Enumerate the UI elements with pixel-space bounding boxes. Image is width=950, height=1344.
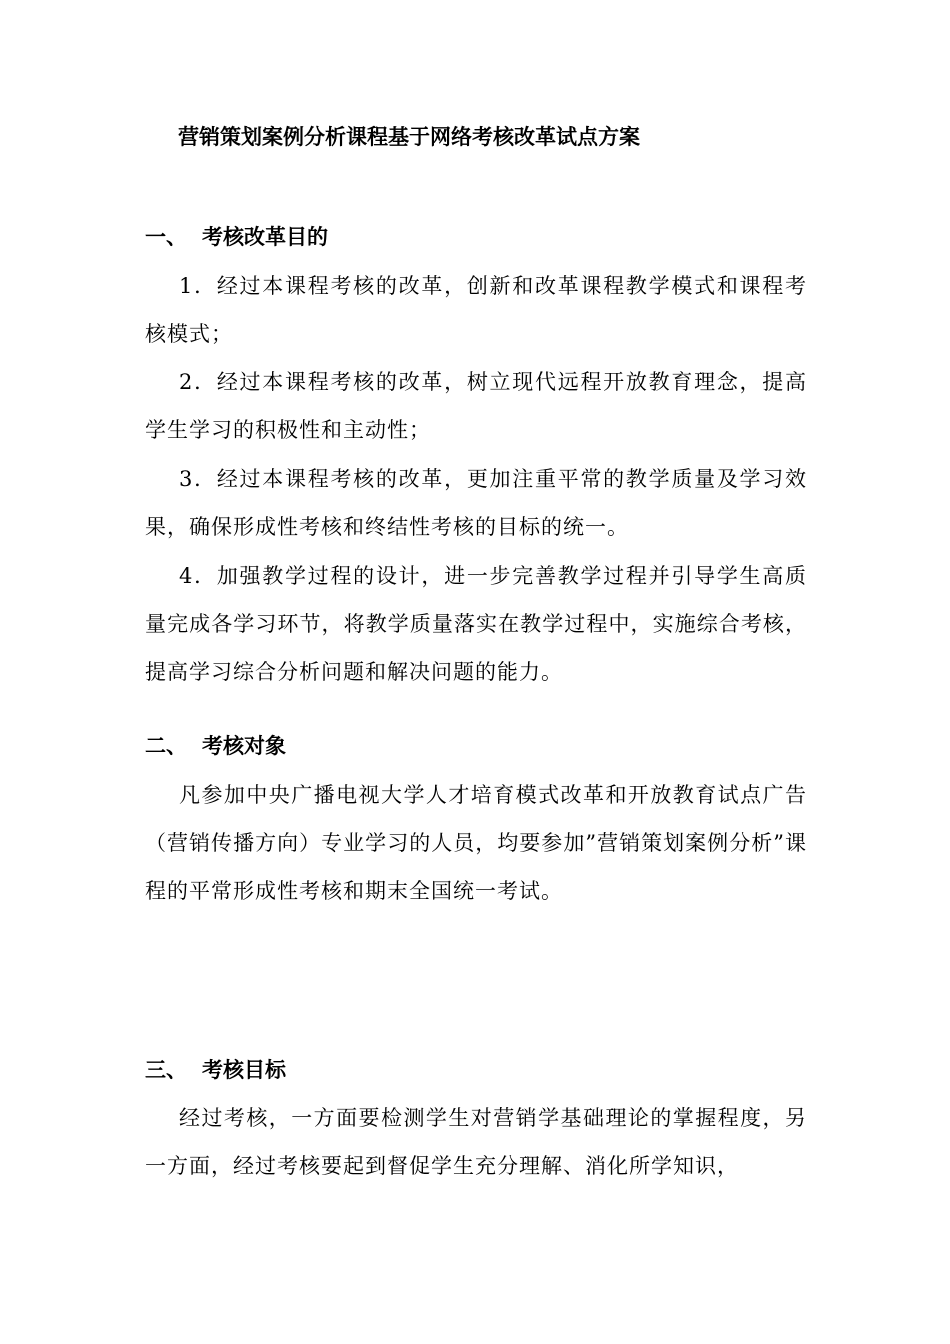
section-number: 三、 [145,1058,187,1082]
section-heading-1 [145,221,328,253]
paragraph: 4．加强教学过程的设计，进一步完善教学过程并引导学生高质量完成各学习环节，将教学质量落实在教学过程中，实施综合考核，提高学习综合分析问题和解决问题的能力。 [145,564,807,684]
section-title: 考核对象 [202,734,286,758]
paragraph: 2．经过本课程考核的改革，树立现代远程开放教育理念，提高学生学习的积极性和主动性； [145,370,807,442]
section-heading-3 [145,1054,286,1086]
paragraph: 3．经过本课程考核的改革，更加注重平常的教学质量及学习效果，确保形成性考核和终结性考核的目标的统一。 [145,467,807,539]
section-title: 考核改革目的 [202,225,328,249]
paragraph: 经过考核，一方面要检测学生对营销学基础理论的掌握程度，另一方面，经过考核要起到督促学生充分理解、消化所学知识， [145,1106,807,1178]
section-heading-2 [145,730,286,762]
section-title: 考核目标 [202,1058,286,1082]
section-number: 二、 [145,734,187,758]
paragraph: 凡参加中央广播电视大学人才培育模式改革和开放教育试点广告（营销传播方向）专业学习的人员，均要参加”营销策划案例分析”课程的平常形成性考核和期末全国统一考试。 [145,783,807,903]
section-number: 一、 [145,225,187,249]
document-title: 营销策划案例分析课程基于网络考核改革试点方案 [178,125,640,149]
paragraph: 1．经过本课程考核的改革，创新和改革课程教学模式和课程考核模式； [145,274,807,346]
